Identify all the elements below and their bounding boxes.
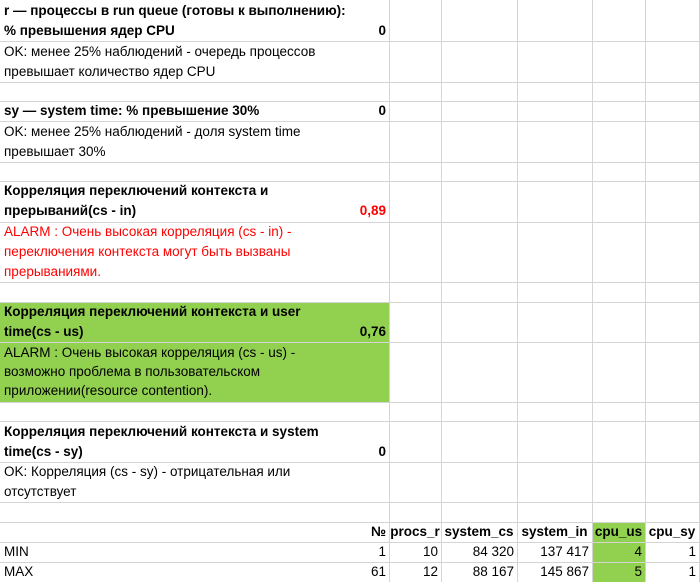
section-value-cs-in[interactable]: 0,89	[359, 203, 386, 218]
table-cell[interactable]: 145 867	[540, 564, 589, 579]
section-title-cs-us[interactable]: time(cs - us)	[4, 324, 84, 339]
table-cell[interactable]: 1	[688, 564, 696, 579]
table-row-label-max[interactable]: MAX	[4, 564, 34, 579]
section-title-cs-in[interactable]: Корреляция переключений контекста и	[4, 183, 269, 198]
table-cell[interactable]: 4	[634, 544, 642, 559]
section-message-run-queue[interactable]: OK: менее 25% наблюдений - очередь процессов	[4, 44, 316, 59]
section-title-system-time[interactable]: sy — system time: % превышение 30%	[4, 103, 260, 118]
grid-col-line	[389, 0, 390, 582]
section-message-cs-us[interactable]: ALARM : Очень высокая корреляция (cs - us) -	[4, 345, 296, 360]
section-title-run-queue[interactable]: % превышения ядер CPU	[4, 23, 175, 38]
table-cell[interactable]: 1	[688, 544, 696, 559]
table-row-label-min[interactable]: MIN	[4, 544, 29, 559]
table-header-number[interactable]: №	[370, 524, 386, 539]
table-header-cpu-us[interactable]: cpu_us	[594, 524, 643, 539]
grid-row-line	[0, 162, 700, 163]
table-header-procs-r[interactable]: procs_r	[390, 524, 440, 539]
table-cell[interactable]: 88 167	[472, 564, 514, 579]
table-header-system-in[interactable]: system_in	[521, 524, 588, 539]
section-title-run-queue[interactable]: r — процессы в run queue (готовы к выполнению):	[4, 3, 346, 18]
section-title-cs-sy[interactable]: Корреляция переключений контекста и system	[4, 424, 319, 439]
grid-row-line	[0, 502, 700, 503]
table-cell[interactable]: 1	[378, 544, 386, 559]
table-cell[interactable]: 137 417	[540, 544, 589, 559]
grid-col-line	[441, 0, 442, 582]
grid-row-line	[0, 82, 700, 83]
section-message-run-queue[interactable]: превышает количество ядер CPU	[4, 64, 216, 79]
table-cell[interactable]: 12	[422, 564, 438, 579]
section-value-system-time[interactable]: 0	[378, 103, 386, 118]
section-message-cs-in[interactable]: ALARM : Очень высокая корреляция (cs - in) -	[4, 224, 292, 239]
table-cell[interactable]: 61	[370, 564, 386, 579]
grid-row-line	[0, 402, 700, 403]
grid-col-line	[592, 0, 593, 582]
section-message-cs-sy[interactable]: OK: Корреляция (cs - sy) - отрицательная или	[4, 464, 291, 479]
section-title-cs-in[interactable]: прерываний(cs - in)	[4, 203, 137, 218]
section-title-cs-sy[interactable]: time(cs - sy)	[4, 444, 83, 459]
section-message-cs-sy[interactable]: отсутствует	[4, 484, 77, 499]
table-cell[interactable]: 84 320	[472, 544, 514, 559]
section-message-system-time[interactable]: OK: менее 25% наблюдений - доля system time	[4, 124, 301, 139]
section-value-cs-sy[interactable]: 0	[378, 444, 386, 459]
section-message-cs-us[interactable]: возможно проблема в пользовательском	[4, 364, 261, 379]
section-message-system-time[interactable]: превышает 30%	[4, 144, 106, 159]
grid-row-line	[0, 282, 700, 283]
grid-col-line	[645, 0, 646, 582]
section-value-run-queue[interactable]: 0	[378, 23, 386, 38]
grid-col-line	[517, 0, 518, 582]
section-title-cs-us[interactable]: Корреляция переключений контекста и user	[4, 304, 301, 319]
table-cell[interactable]: 5	[634, 564, 642, 579]
section-value-cs-us[interactable]: 0,76	[359, 324, 386, 339]
section-message-cs-us[interactable]: приложении(resource contention).	[4, 383, 213, 398]
table-cell[interactable]: 10	[422, 544, 438, 559]
table-header-system-cs[interactable]: system_cs	[444, 524, 514, 539]
table-header-cpu-sy[interactable]: cpu_sy	[648, 524, 696, 539]
section-message-cs-in[interactable]: прерываниями.	[4, 264, 101, 279]
section-message-cs-in[interactable]: переключения контекста могут быть вызваны	[4, 244, 291, 259]
